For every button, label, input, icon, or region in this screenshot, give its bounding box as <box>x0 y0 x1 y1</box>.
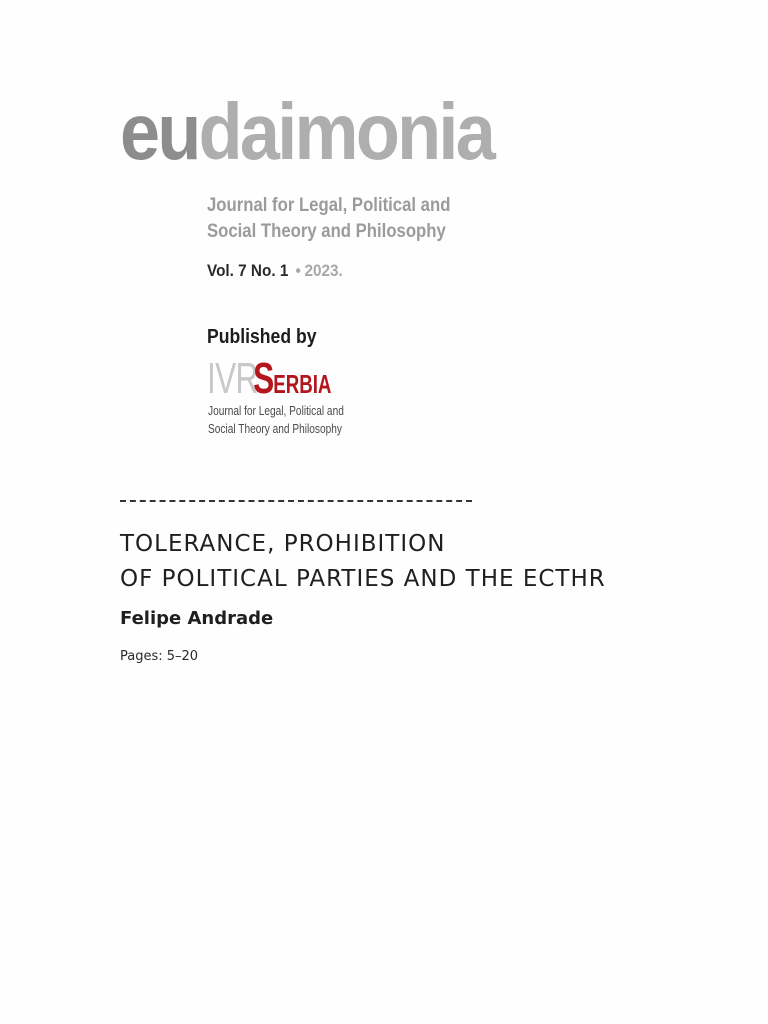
logo-subtitle-line1: Journal for Legal, Political and <box>208 403 344 418</box>
logo-ivr-text: IVR <box>207 356 258 400</box>
published-by-label: Published by <box>207 326 317 348</box>
logo-s-text: S <box>253 356 275 400</box>
separator-dot: • <box>295 261 301 280</box>
logo-subtitle-line2: Social Theory and Philosophy <box>208 421 342 436</box>
journal-volume-line <box>207 261 343 281</box>
logo-subtitle <box>208 402 344 438</box>
volume-number: Vol. 7 No. 1 <box>207 261 289 280</box>
journal-subtitle-line1: Journal for Legal, Political and <box>207 195 451 216</box>
logo-erbia-text: ERBIA <box>273 368 332 399</box>
article-title-line1: TOLERANCE, PROHIBITION <box>120 531 446 557</box>
volume-year: 2023. <box>304 261 343 280</box>
journal-subtitle <box>207 193 450 245</box>
masthead-daimonia: daimonia <box>198 87 494 176</box>
article-pages: Pages: 5–20 <box>120 649 199 664</box>
ivr-serbia-logo <box>207 356 367 400</box>
journal-subtitle-line2: Social Theory and Philosophy <box>207 221 446 242</box>
masthead-eu: eu <box>120 87 199 176</box>
article-title-line2: OF POLITICAL PARTIES AND THE ECTHR <box>120 566 606 592</box>
article-title <box>120 527 606 597</box>
article-author: Felipe Andrade <box>120 608 274 629</box>
journal-masthead <box>120 87 494 176</box>
dashed-divider <box>120 500 472 502</box>
